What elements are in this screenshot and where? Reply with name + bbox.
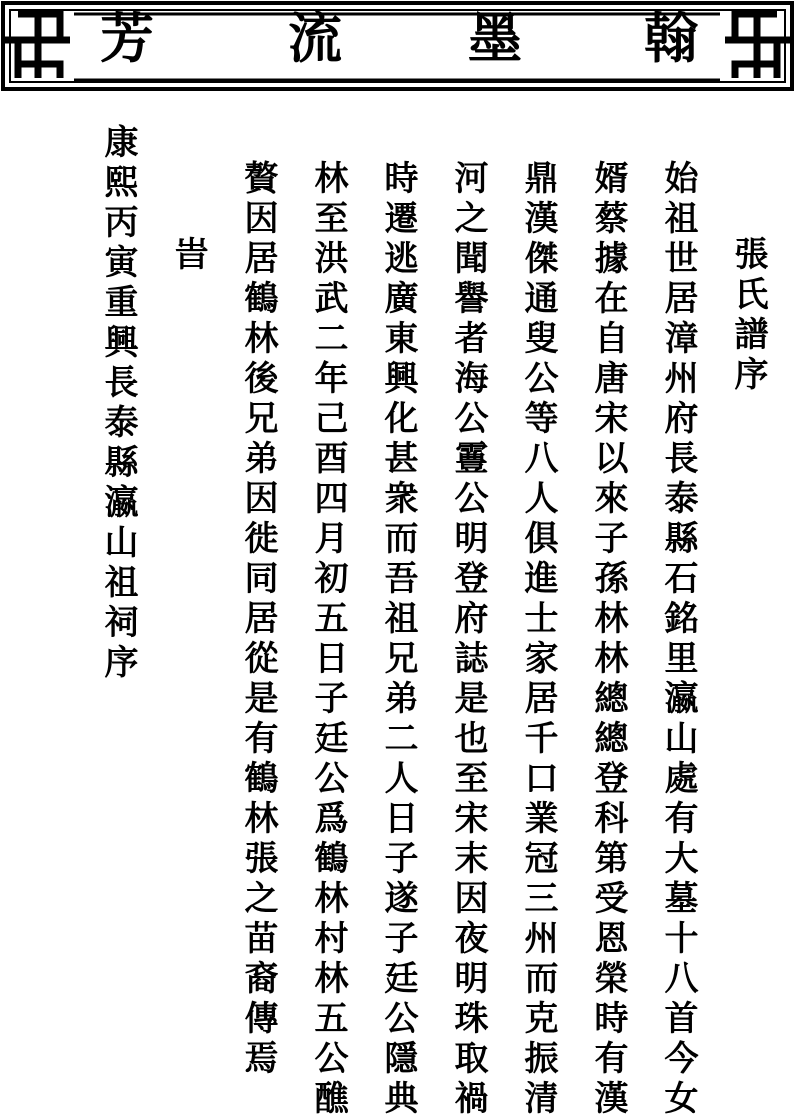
column-text-5: 時遷逃廣東興化甚衆而吾祖兄弟二人日子遂子廷公隱典 xyxy=(378,160,418,1120)
column-text-1: 始祖世居漳州府長泰縣石銘里瀛山處有大墓十八首今女 xyxy=(658,160,698,1120)
column-heading: 張氏譜序 xyxy=(728,236,768,396)
column-text-7: 贅因居鶴林後兄弟因徙同居從是有鶴林張之苗裔傳焉 xyxy=(238,160,278,1080)
header-banner xyxy=(0,0,795,92)
title-char-2: 流 xyxy=(288,6,342,70)
title-char-4: 翰 xyxy=(644,6,698,70)
right-fret-ornament xyxy=(725,14,791,78)
column-text-3: 鼎漢傑通叟公等八人俱進士家居千口業冠三州而克振清 xyxy=(518,160,558,1120)
column-text-2: 婿蔡據在自唐宋以來子孫林林總總登科第受恩榮時有漢 xyxy=(588,160,628,1120)
title-char-3: 墨 xyxy=(468,6,522,70)
column-text-4: 河之聞譽者海公霻公明登府誌是也至宋末因夜明珠取禍 xyxy=(448,160,488,1120)
column-text-6: 林至洪武二年己酉四月初五日子廷公爲鶴林村林五公醮 xyxy=(308,160,348,1120)
column-date-marker: 旹 xyxy=(168,236,208,276)
left-fret-ornament xyxy=(4,14,70,78)
title-char-1: 芳 xyxy=(100,6,154,70)
column-date-text: 康熙丙寅重興長泰縣瀛山祖祠序 xyxy=(98,124,138,684)
